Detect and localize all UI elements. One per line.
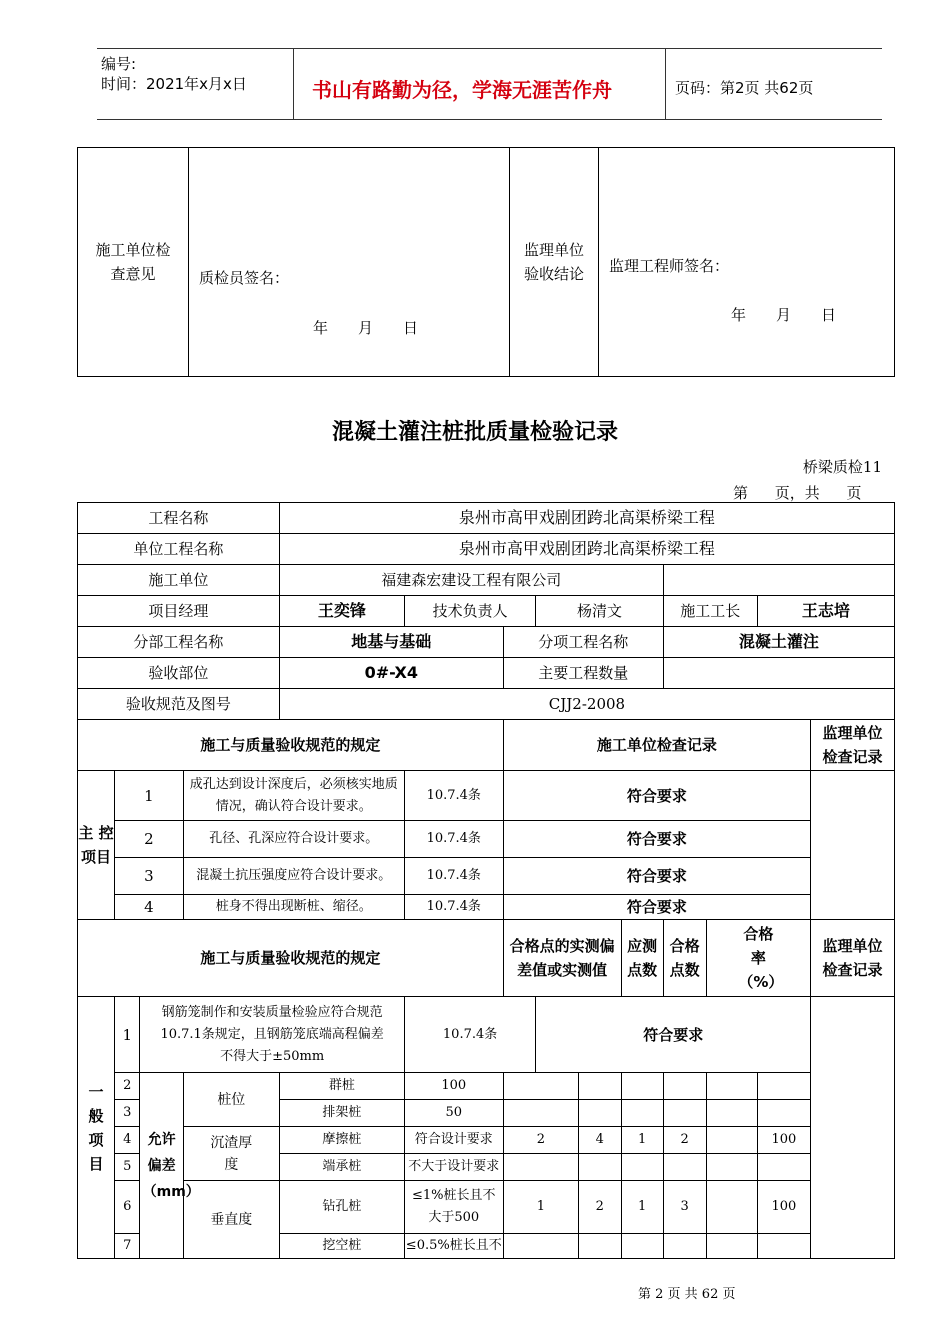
- inspection-table: [77, 502, 895, 1259]
- unit-name: 泉州市高甲戏剧团跨北高渠桥梁工程: [279, 534, 894, 565]
- table-row: 3 混凝土抗压强度应符合设计要求。 10.7.4条 符合要求: [78, 858, 895, 895]
- table-row: 主 控项目 1 成孔达到设计深度后，必须核实地质情况，确认符合设计要求。 10.7.4条 符合要求: [78, 771, 895, 821]
- col-header: 应测点数: [621, 920, 663, 997]
- table-row: 2 允许偏差（mm） 桩位 群桩 100: [78, 1073, 895, 1100]
- result-cell: 符合要求: [503, 858, 810, 895]
- table-row: 4 桩身不得出现断桩、缩径。 10.7.4条 符合要求: [78, 895, 895, 920]
- project-name: 泉州市高甲戏剧团跨北高渠桥梁工程: [279, 503, 894, 534]
- label-cell: 分项工程名称: [503, 627, 663, 658]
- label-cell: 工程名称: [78, 503, 280, 534]
- engineer-signature-label: 监理工程师签名：: [609, 257, 730, 275]
- col-header: 合格点数: [663, 920, 706, 997]
- sub-value: 地基与基础: [279, 627, 503, 658]
- page-title: 混凝土灌注桩批质量检验记录: [331, 420, 618, 445]
- tech-value: 杨清文: [536, 596, 663, 627]
- col-header: 合格点的实测偏差值或实测值: [503, 920, 621, 997]
- label-cell: 单位工程名称: [78, 534, 280, 565]
- label-cell: 验收规范及图号: [78, 689, 280, 720]
- page-header: [97, 48, 882, 120]
- form-code: 桥梁质检11: [802, 458, 882, 476]
- item-value: 混凝土灌注: [663, 627, 894, 658]
- date-line: 年 月 日: [731, 306, 837, 324]
- table-row: 6 垂直度 钻孔桩 ≤1%桩长且不大于500 1 2 1 3 100: [78, 1181, 895, 1234]
- qty-value: [663, 658, 894, 689]
- group-label: 主 控项目: [78, 771, 115, 920]
- table-row: 3 排架桩 50: [78, 1100, 895, 1127]
- result-cell: 符合要求: [536, 997, 811, 1073]
- table-row: 7 挖空桩 ≤0.5%桩长且不: [78, 1234, 895, 1259]
- group-label: 一般项目: [78, 997, 115, 1259]
- form-page: 第 页，共 页: [733, 484, 862, 502]
- col-header: 施工与质量验收规范的规定: [78, 720, 504, 771]
- header-page: 页码：第2页 共62页: [675, 79, 814, 97]
- supervision-conclusion-label: 监理单位验收结论: [510, 148, 599, 377]
- label-cell: 分部工程名称: [78, 627, 280, 658]
- label-cell: 施工单位: [78, 565, 280, 596]
- label-cell: 主要工程数量: [503, 658, 663, 689]
- col-header: 施工单位检查记录: [503, 720, 810, 771]
- date-line: 年 月 日: [313, 319, 419, 337]
- contractor-name: 福建森宏建设工程有限公司: [279, 565, 663, 596]
- col-header: 施工与质量验收规范的规定: [78, 920, 504, 997]
- col-header: 合格率（%）: [706, 920, 810, 997]
- header-motto: 书山有路勤为径，学海无涯苦作舟: [312, 78, 612, 102]
- label-cell: 项目经理: [78, 596, 280, 627]
- doc-time: 时间：2021年x月x日: [101, 75, 247, 93]
- table-row: 2 孔径、孔深应符合设计要求。 10.7.4条 符合要求: [78, 821, 895, 858]
- table-row: 4 沉渣厚度 摩擦桩 符合设计要求 2 4 1 2 100: [78, 1127, 895, 1154]
- signature-table: [77, 147, 895, 377]
- result-cell: 符合要求: [503, 895, 810, 920]
- result-cell: 符合要求: [503, 821, 810, 858]
- table-row: 5 端承桩 不大于设计要求: [78, 1154, 895, 1181]
- col-header: 监理单位检查记录: [811, 720, 895, 771]
- label-cell: 验收部位: [78, 658, 280, 689]
- label-cell: 技术负责人: [404, 596, 536, 627]
- part-value: 0#-X4: [279, 658, 503, 689]
- result-cell: 符合要求: [503, 771, 810, 821]
- table-row: 一般项目 1 钢筋笼制作和安装质量检验应符合规范10.7.1条规定，且钢筋笼底端高程偏差不得大于±50mm 10.7.4条 符合要求: [78, 997, 895, 1073]
- col-header: 监理单位检查记录: [811, 920, 895, 997]
- doc-number-label: 编号:: [101, 55, 137, 73]
- label-cell: 施工工长: [663, 596, 757, 627]
- inspector-signature-label: 质检员签名：: [199, 269, 290, 287]
- page-footer: 第 2 页 共 62 页: [638, 1287, 736, 1302]
- foreman-value: 王志培: [757, 596, 894, 627]
- construction-opinion-label: 施工单位检查意见: [78, 148, 189, 377]
- pm-value: 王奕锋: [279, 596, 404, 627]
- spec-value: CJJ2-2008: [279, 689, 894, 720]
